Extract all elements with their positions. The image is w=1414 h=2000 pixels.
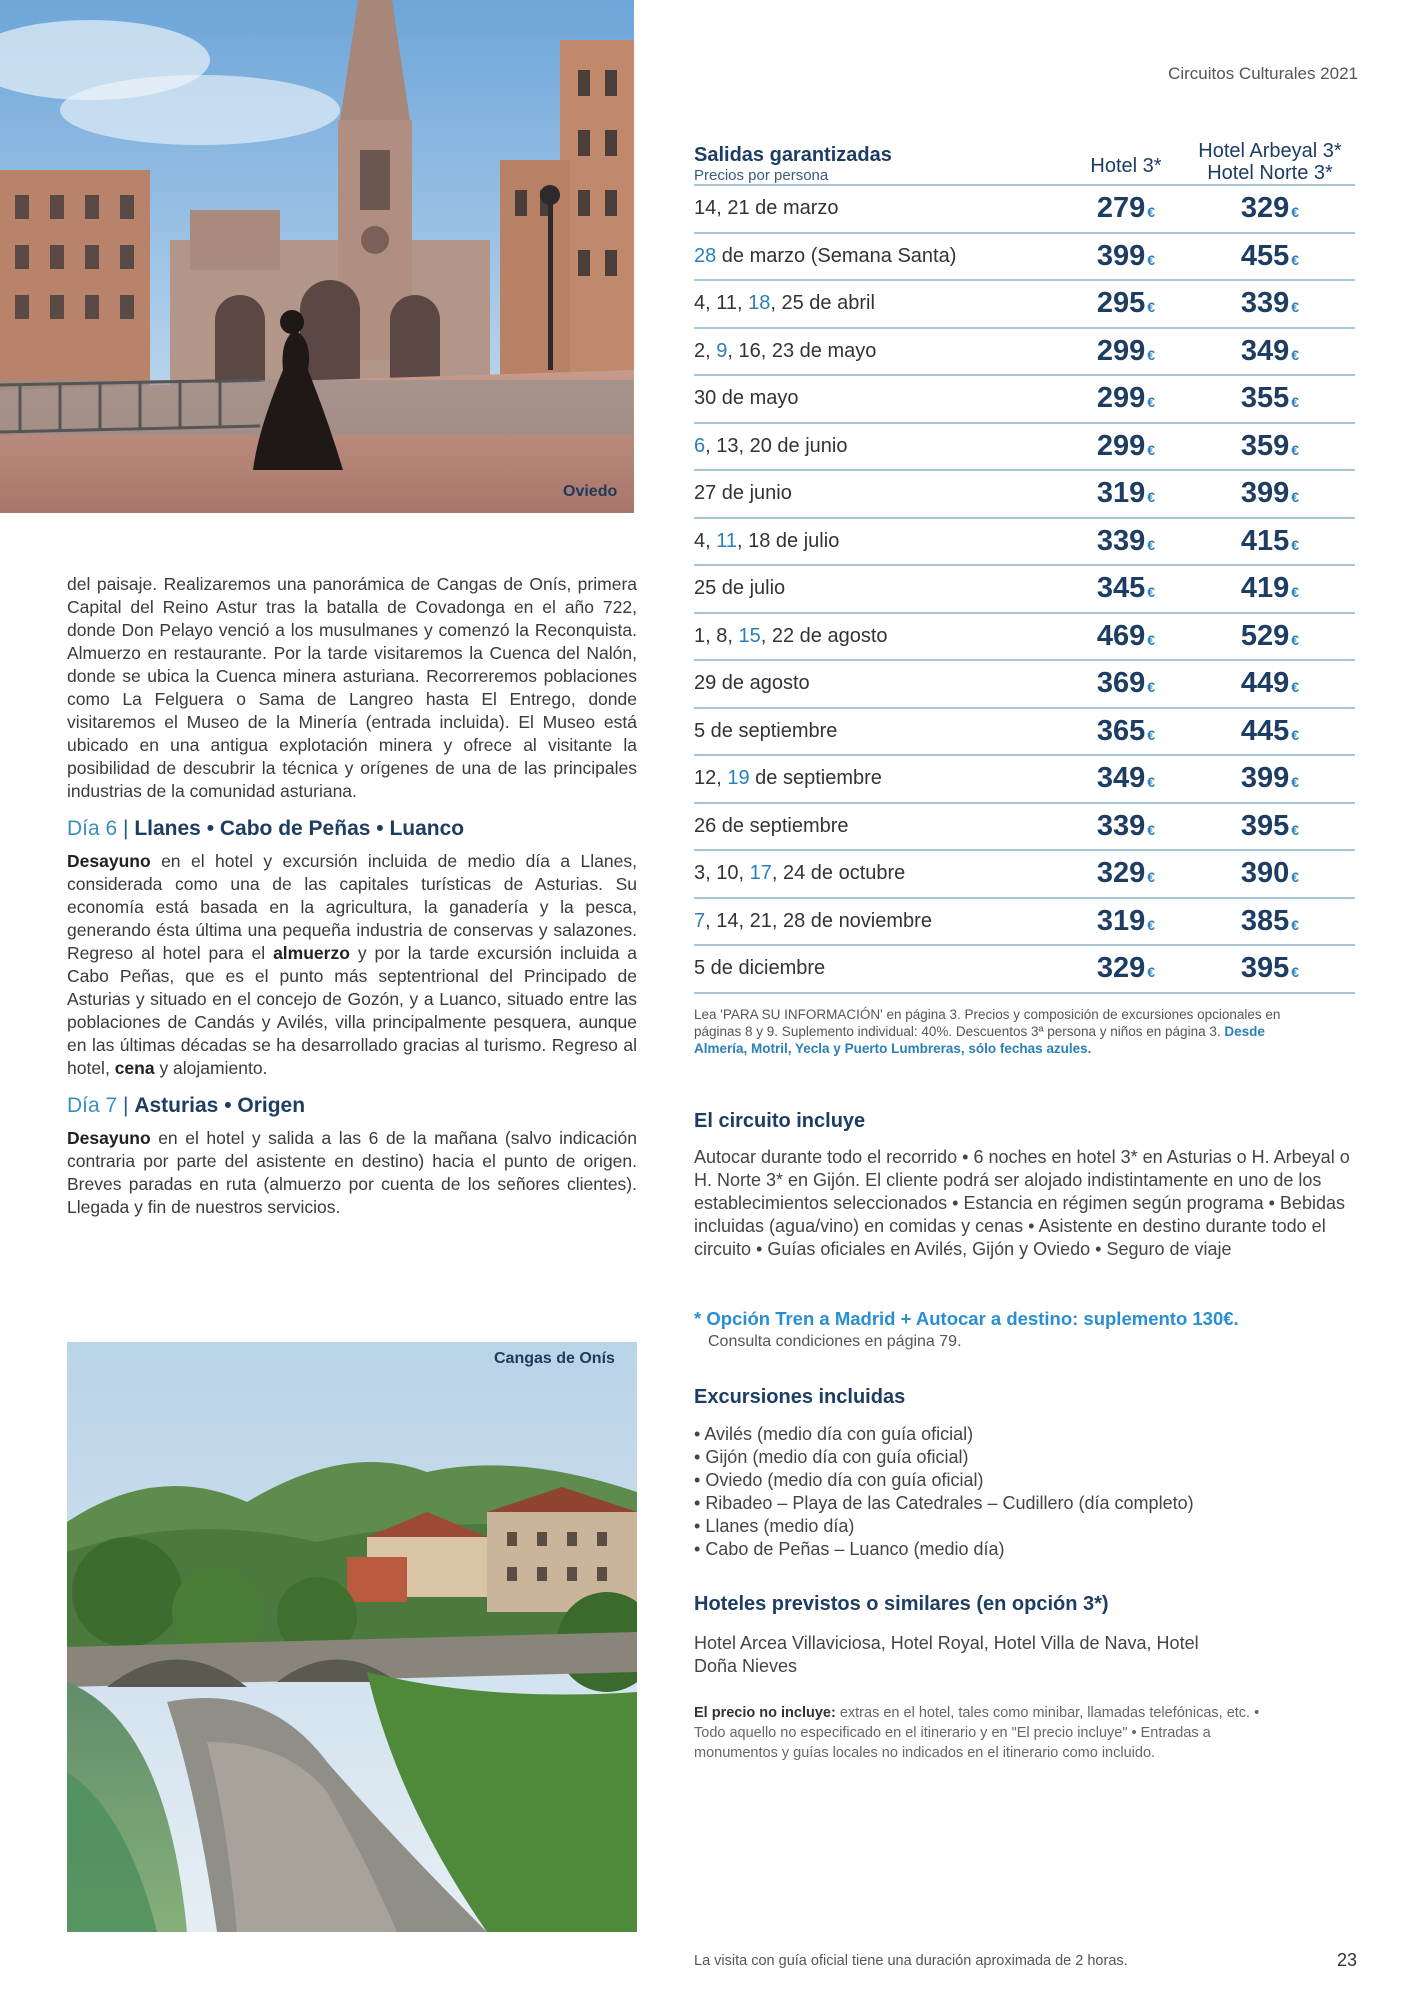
price-value: 399 — [1240, 477, 1290, 510]
departure-dates — [694, 577, 1067, 600]
price-row — [694, 424, 1355, 472]
price-value: 395 — [1240, 809, 1290, 842]
price-row — [694, 329, 1355, 377]
price-row — [694, 946, 1355, 994]
currency-symbol: € — [1147, 251, 1156, 268]
price-value: 329 — [1096, 857, 1146, 890]
column-hotel-arbeyal-norte — [1185, 140, 1355, 184]
price-row — [694, 804, 1355, 852]
currency-symbol: € — [1147, 774, 1156, 791]
price-hotel-arbeyal-norte — [1185, 857, 1355, 890]
dates-text: , 22 de agosto — [760, 624, 888, 647]
currency-symbol: € — [1147, 821, 1156, 838]
header-dates — [694, 144, 1067, 184]
price-hotel-3 — [1067, 335, 1185, 368]
departure-dates — [694, 957, 1067, 980]
day-title: Asturias • Origen — [134, 1094, 306, 1117]
excursion-item: • Avilés (medio día con guía oficial) — [694, 1423, 1354, 1446]
dates-text: , 16, 23 de mayo — [727, 339, 877, 362]
includes-text: Autocar durante todo el recorrido • 6 noches en hotel 3* en Asturias o H. Arbeyal o H. Norte 3* en Gijón. El cliente podrá ser alojado indistintamente en uno de los establecimientos seleccionados • Estancia en régimen según programa • Bebidas incluidas (agua/vino) en comidas y cenas • Asistente en destino durante todo el circuito • Guías oficiales en Avilés, Gijón y Oviedo • Seguro de viaje — [694, 1147, 1350, 1259]
price-hotel-3 — [1067, 857, 1185, 890]
excursion-item: • Oviedo (medio día con guía oficial) — [694, 1469, 1354, 1492]
price-value: 395 — [1240, 952, 1290, 985]
price-hotel-3 — [1067, 762, 1185, 795]
photo-caption-oviedo: Oviedo — [563, 483, 618, 500]
oviedo-photo — [0, 0, 634, 513]
departure-dates — [694, 435, 1067, 458]
currency-symbol: € — [1291, 964, 1300, 981]
departure-dates — [694, 625, 1067, 648]
currency-symbol: € — [1147, 964, 1156, 981]
price-row — [694, 661, 1355, 709]
not-included-text: extras en el hotel, tales como minibar, llamadas telefónicas, etc. • Todo aquello no especificado en el itinerario y en "El precio incluye" • Entradas a monumentos y guías locales no indicados en el itinerario como incluido. — [694, 1705, 1260, 1761]
highlighted-date: 17 — [749, 862, 772, 885]
price-table-header — [694, 140, 1355, 186]
hotels-text: Hotel Arcea Villaviciosa, Hotel Royal, Hotel Villa de Nava, Hotel Doña Nieves — [694, 1633, 1199, 1676]
price-value: 319 — [1096, 904, 1146, 937]
price-hotel-3 — [1067, 667, 1185, 700]
highlighted-date: 6 — [694, 434, 706, 457]
dates-text: , 24 de octubre — [771, 862, 906, 885]
price-hotel-3 — [1067, 240, 1185, 273]
currency-symbol: € — [1291, 821, 1300, 838]
separator: | — [117, 817, 135, 840]
currency-symbol: € — [1147, 631, 1156, 648]
excursion-item: • Ribadeo – Playa de las Catedrales – Cudillero (día completo) — [694, 1492, 1354, 1515]
day-title: Llanes • Cabo de Peñas • Luanco — [134, 817, 465, 840]
footer-note: La visita con guía oficial tiene una duración aproximada de 2 horas. — [694, 1953, 1128, 1969]
dates-text: de marzo (Semana Santa) — [716, 244, 957, 267]
price-note — [694, 1006, 1294, 1057]
dates-text: , 25 de abril — [770, 292, 875, 315]
price-row — [694, 756, 1355, 804]
not-included — [694, 1703, 1294, 1763]
column-hotel-3: Hotel 3* — [1090, 155, 1162, 177]
currency-symbol: € — [1291, 204, 1300, 221]
highlighted-date: 18 — [748, 292, 771, 315]
price-row — [694, 519, 1355, 567]
price-row — [694, 709, 1355, 757]
price-value: 415 — [1240, 524, 1290, 557]
price-value: 299 — [1096, 382, 1146, 415]
dates-text: 4, 11, — [694, 292, 749, 315]
price-value: 369 — [1096, 667, 1146, 700]
price-value: 295 — [1096, 287, 1146, 320]
price-row — [694, 471, 1355, 519]
currency-symbol: € — [1291, 631, 1300, 648]
price-value: 399 — [1096, 239, 1146, 272]
text-run: en el hotel y salida a las 6 de la mañana (salvo indicación contraria por parte del asistente en destino) hacia el punto de origen. Breves paradas en ruta (almuerzo por cuenta de los señores clientes). Llegada y fin de nuestros servicios. — [67, 1128, 637, 1217]
bold-term: cena — [114, 1058, 155, 1078]
intro-paragraph: del paisaje. Realizaremos una panorámica de Cangas de Onís, primera Capital del Reino Astur tras la batalla de Covadonga en el año 722, donde Don Pelayo venció a los musulmanes y comenzó la Reconquista. Almuerzo en restaurante. Por la tarde visitaremos la Cuenca del Nalón, donde se ubica la Cuenca minera asturiana. Recorreremos poblaciones como La Felguera o Sama de Langreo hasta El Entrego, donde visitaremos el Museo de la Minería (entrada incluida). El Museo está ubicado en una antigua explotación minera y ofrece al visitante la posibilidad de descubrir la técnica y orígenes de una de las principales industrias de la comunidad asturiana. — [67, 574, 637, 801]
currency-symbol: € — [1291, 869, 1300, 886]
price-row — [694, 186, 1355, 234]
price-hotel-3 — [1067, 382, 1185, 415]
currency-symbol: € — [1147, 869, 1156, 886]
dates-text: 5 de septiembre — [694, 719, 838, 742]
dates-text: 1, 8, — [694, 624, 739, 647]
highlighted-date: 19 — [727, 767, 750, 790]
departure-dates — [694, 197, 1067, 220]
price-hotel-3 — [1067, 620, 1185, 653]
departure-dates — [694, 815, 1067, 838]
day6-paragraph — [67, 850, 637, 1080]
price-hotel-3 — [1067, 192, 1185, 225]
price-value: 359 — [1240, 429, 1290, 462]
price-hotel-arbeyal-norte — [1185, 525, 1355, 558]
dates-text: , 14, 21, 28 de noviembre — [705, 909, 932, 932]
dates-text: 2, — [694, 339, 717, 362]
currency-symbol: € — [1291, 441, 1300, 458]
price-hotel-3 — [1067, 952, 1185, 985]
highlighted-date: 7 — [694, 909, 706, 932]
price-value: 365 — [1096, 714, 1146, 747]
highlighted-date: 11 — [716, 529, 738, 552]
price-value: 299 — [1096, 429, 1146, 462]
departure-dates — [694, 720, 1067, 743]
price-hotel-arbeyal-norte — [1185, 667, 1355, 700]
day-number: Día 7 — [67, 1094, 118, 1117]
price-value: 339 — [1240, 287, 1290, 320]
price-hotel-3 — [1067, 572, 1185, 605]
price-hotel-arbeyal-norte — [1185, 620, 1355, 653]
excursions-list — [694, 1423, 1354, 1561]
departure-dates — [694, 530, 1067, 553]
table-subtitle: Precios por persona — [694, 167, 829, 184]
currency-symbol: € — [1147, 346, 1156, 363]
dates-text: de septiembre — [749, 767, 882, 790]
price-hotel-arbeyal-norte — [1185, 477, 1355, 510]
day6-heading — [67, 817, 637, 840]
dates-text: 30 de mayo — [694, 387, 799, 410]
dates-text: 27 de junio — [694, 482, 792, 505]
dates-text: 12, — [694, 767, 728, 790]
currency-symbol: € — [1147, 584, 1156, 601]
text-run: y por la tarde excursión incluida a Cabo Peñas, que es el punto más septentrional del Principado de Asturias y situado en el concejo de Gozón, y a Luanco, situado entre las poblaciones de Candás y Avilés, villa principalmente pesquera, aunque en las últimas décadas se ha desarrollado gracias al turismo. Regreso al hotel, — [67, 943, 637, 1078]
currency-symbol: € — [1147, 726, 1156, 743]
price-value: 319 — [1096, 477, 1146, 510]
excursion-items — [694, 1423, 1354, 1561]
price-value: 279 — [1096, 192, 1146, 225]
departure-dates — [694, 862, 1067, 885]
publication-title: Circuitos Culturales 2021 — [1168, 64, 1358, 83]
currency-symbol: € — [1147, 489, 1156, 506]
currency-symbol: € — [1291, 299, 1300, 316]
price-row — [694, 376, 1355, 424]
price-hotel-3 — [1067, 715, 1185, 748]
price-hotel-arbeyal-norte — [1185, 715, 1355, 748]
price-hotel-arbeyal-norte — [1185, 335, 1355, 368]
price-hotel-3 — [1067, 525, 1185, 558]
currency-symbol: € — [1291, 726, 1300, 743]
price-value: 419 — [1240, 572, 1290, 605]
price-value: 390 — [1240, 857, 1290, 890]
text-run: y alojamiento. — [154, 1058, 268, 1078]
includes-title: El circuito incluye — [694, 1110, 866, 1132]
departure-dates — [694, 482, 1067, 505]
excursions-title: Excursiones incluidas — [694, 1386, 906, 1408]
price-hotel-arbeyal-norte — [1185, 287, 1355, 320]
price-value: 529 — [1240, 619, 1290, 652]
price-hotel-3 — [1067, 810, 1185, 843]
price-hotel-arbeyal-norte — [1185, 430, 1355, 463]
excursion-item: • Cabo de Peñas – Luanco (medio día) — [694, 1538, 1354, 1561]
price-value: 399 — [1240, 762, 1290, 795]
text-run: en el hotel y excursión incluida de medio día a Llanes, considerada como una de las capitales turísticas de Asturias. Su economía está basada en la agricultura, la ganadería y la pesca, generando ésta última una pequeña industria de conservas y salazones. Regreso al hotel para el — [67, 851, 637, 963]
currency-symbol: € — [1291, 774, 1300, 791]
bold-term: Desayuno — [67, 851, 151, 871]
highlighted-date: 9 — [716, 339, 728, 362]
bold-term: almuerzo — [273, 943, 350, 963]
dates-text: 26 de septiembre — [694, 814, 849, 837]
price-hotel-arbeyal-norte — [1185, 952, 1355, 985]
currency-symbol: € — [1291, 251, 1300, 268]
cangas-de-onis-photo — [67, 1342, 637, 1932]
highlighted-date: 15 — [738, 624, 761, 647]
price-hotel-3 — [1067, 430, 1185, 463]
price-value: 339 — [1096, 809, 1146, 842]
column-title-line2: Hotel Norte 3* — [1207, 162, 1333, 184]
currency-symbol: € — [1291, 536, 1300, 553]
price-value: 445 — [1240, 714, 1290, 747]
price-value: 299 — [1096, 334, 1146, 367]
currency-symbol: € — [1291, 489, 1300, 506]
price-value: 345 — [1096, 572, 1146, 605]
price-value: 349 — [1096, 762, 1146, 795]
price-row — [694, 614, 1355, 662]
price-rows — [694, 186, 1355, 994]
excursion-item: • Gijón (medio día con guía oficial) — [694, 1446, 1354, 1469]
day-number: Día 6 — [67, 817, 118, 840]
currency-symbol: € — [1147, 916, 1156, 933]
price-hotel-arbeyal-norte — [1185, 572, 1355, 605]
price-row — [694, 899, 1355, 947]
currency-symbol: € — [1291, 346, 1300, 363]
departure-dates — [694, 292, 1067, 315]
dates-text: , 13, 20 de junio — [705, 434, 848, 457]
excursion-item: • Llanes (medio día) — [694, 1515, 1354, 1538]
price-row — [694, 281, 1355, 329]
price-value: 329 — [1096, 952, 1146, 985]
separator: | — [117, 1094, 135, 1117]
departure-dates — [694, 245, 1067, 268]
not-included-label: El precio no incluye: — [694, 1705, 836, 1721]
price-hotel-3 — [1067, 905, 1185, 938]
departure-dates — [694, 910, 1067, 933]
price-value: 449 — [1240, 667, 1290, 700]
train-option-conditions: Consulta condiciones en página 79. — [708, 1333, 962, 1350]
price-table — [694, 140, 1355, 994]
price-row — [694, 234, 1355, 282]
price-hotel-arbeyal-norte — [1185, 382, 1355, 415]
column-title-line1: Hotel Arbeyal 3* — [1198, 140, 1342, 162]
currency-symbol: € — [1147, 299, 1156, 316]
price-value: 455 — [1240, 239, 1290, 272]
currency-symbol: € — [1291, 679, 1300, 696]
bold-term: Desayuno — [67, 1128, 151, 1148]
itinerary-text — [67, 573, 637, 1229]
note-text: Lea 'PARA SU INFORMACIÓN' en página 3. Precios y composición de excursiones opcionales en páginas 8 y 9. Suplemento individual: 40%. Descuentos 3ª persona y niños en página 3. — [694, 1007, 1281, 1039]
price-value: 339 — [1096, 524, 1146, 557]
table-title: Salidas garantizadas — [694, 144, 892, 166]
photo-caption-cangas: Cangas de Onís — [494, 1350, 615, 1367]
price-hotel-arbeyal-norte — [1185, 905, 1355, 938]
dates-text: 4, — [694, 529, 717, 552]
price-hotel-arbeyal-norte — [1185, 810, 1355, 843]
dates-text: 5 de diciembre — [694, 957, 826, 980]
dates-text: 14, 21 de marzo — [694, 197, 839, 220]
dates-text: 3, 10, — [694, 862, 750, 885]
day7-paragraph — [67, 1127, 637, 1219]
day7-heading — [67, 1094, 637, 1117]
price-value: 355 — [1240, 382, 1290, 415]
price-hotel-arbeyal-norte — [1185, 240, 1355, 273]
currency-symbol: € — [1291, 916, 1300, 933]
currency-symbol: € — [1291, 584, 1300, 601]
page-number: 23 — [1336, 1950, 1357, 1970]
price-row — [694, 566, 1355, 614]
price-hotel-arbeyal-norte — [1185, 762, 1355, 795]
price-value: 469 — [1096, 619, 1146, 652]
train-option: * Opción Tren a Madrid + Autocar a destino: suplemento 130€. — [694, 1308, 1239, 1329]
highlighted-date: 28 — [694, 244, 717, 267]
note-blue-dates: Desde Almería, Motril, Yecla y Puerto Lumbreras, sólo fechas azules. — [694, 1024, 1265, 1056]
price-value: 329 — [1240, 192, 1290, 225]
price-value: 385 — [1240, 904, 1290, 937]
price-hotel-3 — [1067, 477, 1185, 510]
currency-symbol: € — [1147, 679, 1156, 696]
departure-dates — [694, 340, 1067, 363]
dates-text: 29 de agosto — [694, 672, 810, 695]
dates-text: 25 de julio — [694, 577, 786, 600]
departure-dates — [694, 672, 1067, 695]
price-hotel-3 — [1067, 287, 1185, 320]
dates-text: , 18 de julio — [737, 529, 840, 552]
price-row — [694, 851, 1355, 899]
currency-symbol: € — [1291, 394, 1300, 411]
departure-dates — [694, 767, 1067, 790]
currency-symbol: € — [1147, 536, 1156, 553]
hotels-title: Hoteles previstos o similares (en opción 3*) — [694, 1593, 1109, 1615]
price-value: 349 — [1240, 334, 1290, 367]
departure-dates — [694, 387, 1067, 410]
currency-symbol: € — [1147, 204, 1156, 221]
price-hotel-arbeyal-norte — [1185, 192, 1355, 225]
currency-symbol: € — [1147, 394, 1156, 411]
currency-symbol: € — [1147, 441, 1156, 458]
